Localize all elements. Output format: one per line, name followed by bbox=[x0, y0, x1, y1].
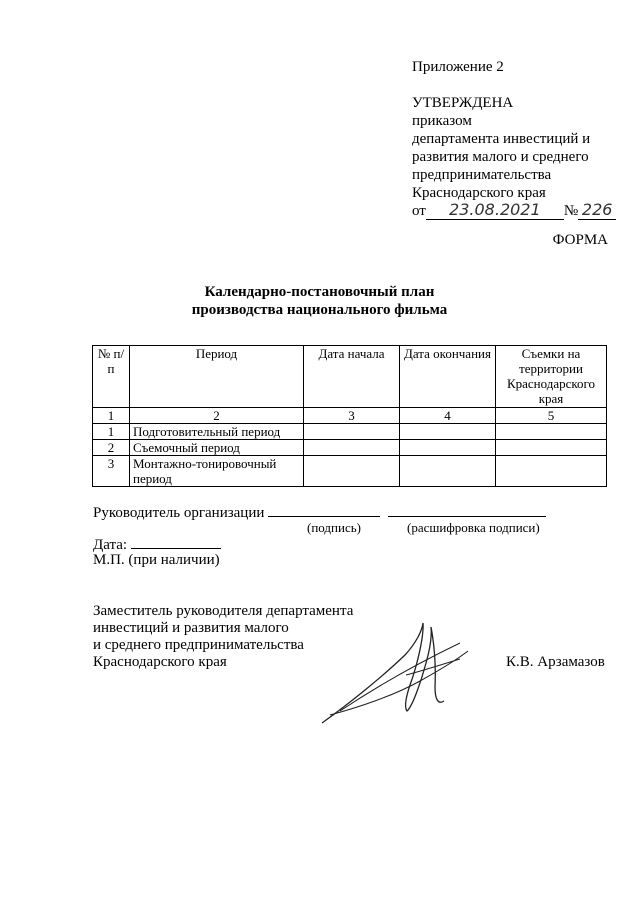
decode-blank bbox=[388, 503, 546, 517]
order-line bbox=[412, 202, 632, 220]
row-start-date bbox=[304, 456, 400, 487]
row-end-date bbox=[400, 424, 496, 440]
title-line-2: производства национального фильма bbox=[191, 302, 448, 318]
row-start-date bbox=[304, 424, 400, 440]
signature-caption: (подпись) bbox=[307, 520, 361, 535]
appendix-label: Приложение 2 bbox=[412, 59, 504, 75]
approval-block bbox=[412, 58, 632, 220]
header-row bbox=[93, 346, 607, 408]
approval-line: предпринимательства bbox=[412, 167, 552, 183]
deputy-line: Заместитель руководителя департамента bbox=[93, 603, 354, 619]
row-period: Съемочный период bbox=[130, 440, 304, 456]
row-krasnodar-shooting bbox=[496, 456, 607, 487]
from-label: от bbox=[412, 203, 426, 219]
stamp-label: М.П. (при наличии) bbox=[93, 552, 220, 568]
date-label: Дата: bbox=[93, 537, 128, 553]
row-end-date bbox=[400, 456, 496, 487]
order-date: 23.08.2021 bbox=[426, 203, 564, 220]
deputy-name: К.В. Арзамазов bbox=[506, 654, 605, 670]
numbering-cell: 4 bbox=[400, 408, 496, 424]
deputy-line: и среднего предпринимательства bbox=[93, 637, 304, 653]
deputy-line: Краснодарского края bbox=[93, 654, 227, 670]
approval-line: приказом bbox=[412, 113, 472, 129]
row-krasnodar-shooting bbox=[496, 424, 607, 440]
header-cell: № п/п bbox=[93, 346, 130, 408]
row-number: 3 bbox=[93, 456, 130, 487]
decode-caption: (расшифровка подписи) bbox=[407, 520, 540, 535]
signature-blank bbox=[268, 503, 380, 517]
row-number: 1 bbox=[93, 424, 130, 440]
header-cell: Дата окончания bbox=[400, 346, 496, 408]
row-period: Подготовительный период bbox=[130, 424, 304, 440]
approval-line: развития малого и среднего bbox=[412, 149, 589, 165]
row-start-date bbox=[304, 440, 400, 456]
approved-label: УТВЕРЖДЕНА bbox=[412, 95, 514, 111]
order-number: 226 bbox=[578, 203, 616, 220]
row-end-date bbox=[400, 440, 496, 456]
numbering-cell: 2 bbox=[130, 408, 304, 424]
approval-line: Краснодарского края bbox=[412, 185, 546, 201]
row-period: Монтажно-тонировочный период bbox=[130, 456, 304, 487]
numbering-cell: 3 bbox=[304, 408, 400, 424]
production-plan-table bbox=[92, 345, 607, 487]
handwritten-signature bbox=[310, 615, 480, 730]
numbering-cell: 1 bbox=[93, 408, 130, 424]
form-label: ФОРМА bbox=[552, 232, 608, 248]
deputy-line: инвестиций и развития малого bbox=[93, 620, 289, 636]
document-title bbox=[0, 283, 639, 319]
header-cell: Период bbox=[130, 346, 304, 408]
date-blank bbox=[131, 535, 221, 549]
row-number: 2 bbox=[93, 440, 130, 456]
row-krasnodar-shooting bbox=[496, 440, 607, 456]
table-row bbox=[93, 456, 607, 487]
header-cell: Съемки на территории Краснодарского края bbox=[496, 346, 607, 408]
table-row bbox=[93, 424, 607, 440]
number-label: № bbox=[563, 203, 579, 219]
numbering-row bbox=[93, 408, 607, 424]
head-label: Руководитель организации bbox=[93, 505, 265, 521]
table-row bbox=[93, 440, 607, 456]
header-cell: Дата начала bbox=[304, 346, 400, 408]
numbering-cell: 5 bbox=[496, 408, 607, 424]
approval-line: департамента инвестиций и bbox=[412, 131, 591, 147]
title-line-1: Календарно-постановочный план bbox=[204, 284, 435, 300]
